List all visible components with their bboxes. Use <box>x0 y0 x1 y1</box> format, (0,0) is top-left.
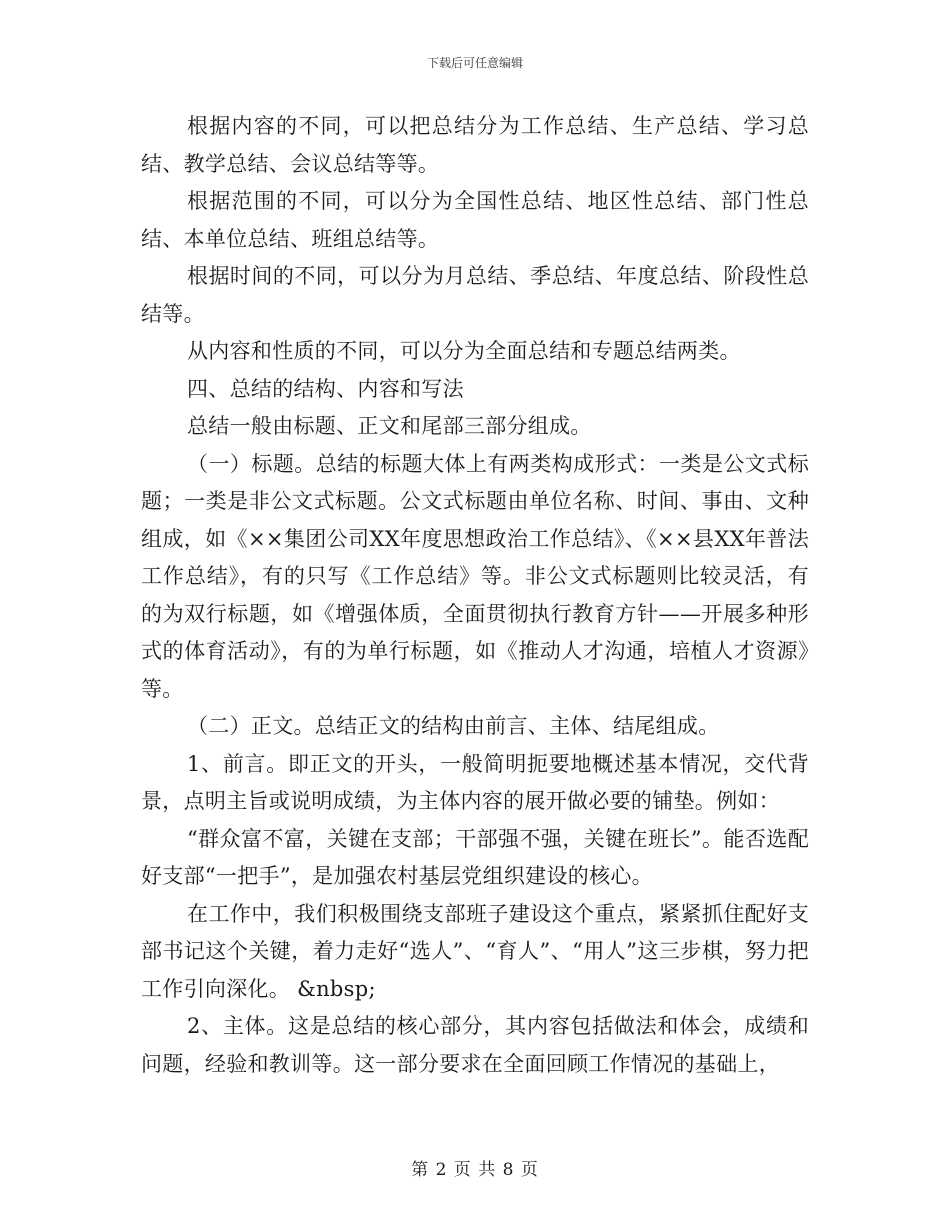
paragraph: （一）标题。总结的标题大体上有两类构成形式：一类是公文式标题；一类是非公文式标题。公文式标题由单位名称、时间、事由、文种组成，如《××集团公司XX年度思想政治工作总结》、《××县XX年普法工作总结》，有的只写《工作总结》等。非公文式标题则比较灵活，有的为双行标题，如《增强体质，全面贯彻执行教育方针——开展多种形式的体育活动》，有的为单行标题，如《推动人才沟通，培植人才资源》等。 <box>141 451 809 701</box>
paragraph: 总结一般由标题、正文和尾部三部分组成。 <box>187 414 592 438</box>
paragraph: 根据内容的不同，可以把总结分为工作总结、生产总结、学习总结、教学总结、会议总结等等。 <box>141 114 809 176</box>
paragraph: 1、前言。即正文的开头，一般简明扼要地概述基本情况，交代背景，点明主旨或说明成绩，为主体内容的展开做必要的铺垫。例如： <box>141 751 809 813</box>
paragraph: 2、主体。这是总结的核心部分，其内容包括做法和体会，成绩和问题，经验和教训等。这一部分要求在全面回顾工作情况的基础上， <box>141 1014 809 1076</box>
header-note: 下载后可任意编辑 <box>426 56 523 70</box>
document-body <box>141 108 809 1083</box>
page-number: 第 2 页 共 8 页 <box>411 1160 539 1180</box>
paragraph: 根据时间的不同，可以分为月总结、季总结、年度总结、阶段性总结等。 <box>141 264 809 326</box>
section-heading: 四、总结的结构、内容和写法 <box>187 376 464 401</box>
paragraph: 从内容和性质的不同，可以分为全面总结和专题总结两类。 <box>187 339 741 363</box>
paragraph: 在工作中，我们积极围绕支部班子建设这个重点，紧紧抓住配好支部书记这个关键，着力走好“选人”、“育人”、“用人”这三步棋，努力把工作引向深化。 &nbsp; <box>141 901 809 1001</box>
paragraph: “群众富不富，关键在支部；干部强不强，关键在班长”。能否选配好支部“一把手”，是加强农村基层党组织建设的核心。 <box>141 826 809 888</box>
paragraph: 根据范围的不同，可以分为全国性总结、地区性总结、部门性总结、本单位总结、班组总结等。 <box>141 189 809 251</box>
paragraph: （二）正文。总结正文的结构由前言、主体、结尾组成。 <box>187 714 720 738</box>
